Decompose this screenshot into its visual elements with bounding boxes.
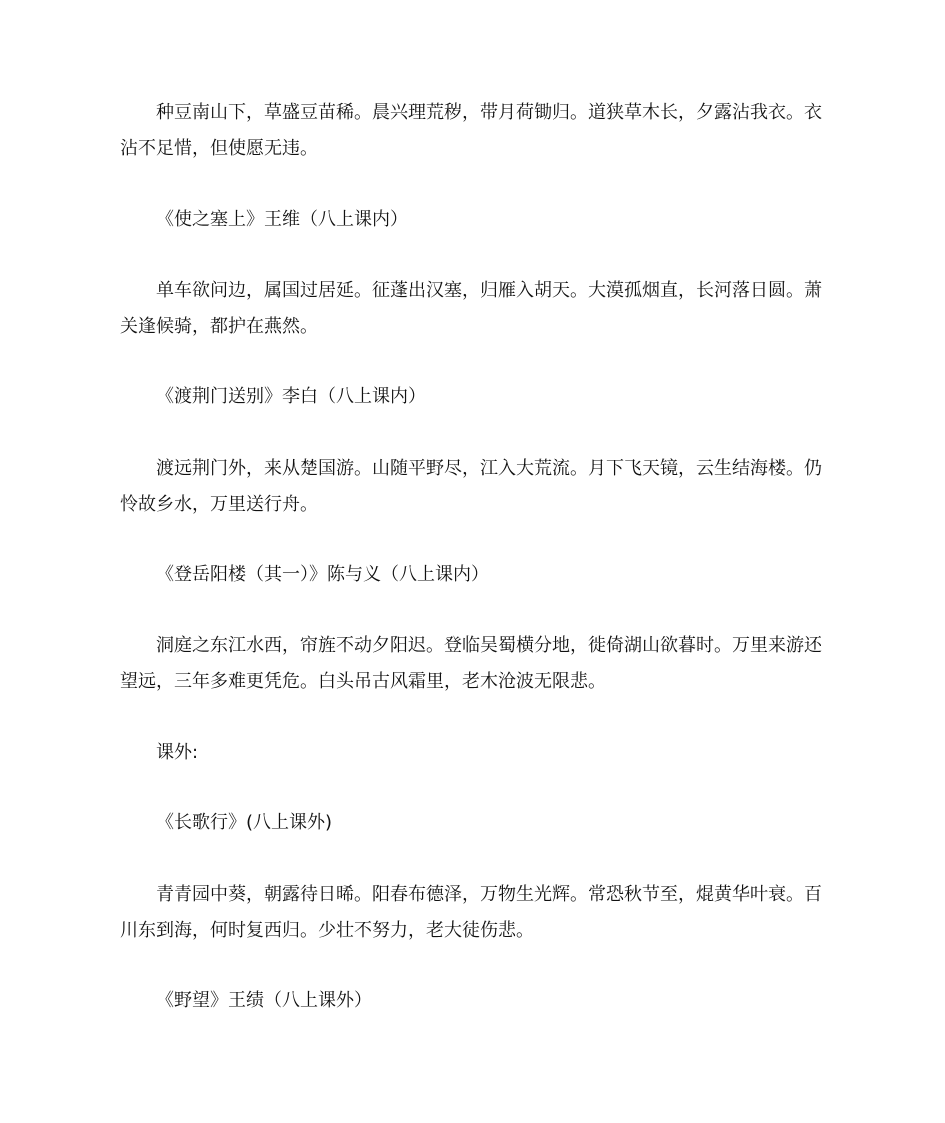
poem-title-shizhisaishang: 《使之塞上》王维（八上课内） [156,209,408,230]
section-heading-kewai: 课外: [156,742,199,763]
poem-title-dengyueyanglou: 《登岳阳楼（其一）》陈与义（八上课内） [156,564,489,585]
poem-text-dujingmen: 渡远荆门外，来从楚国游。山随平野尽，江入大荒流。月下飞天镜，云生结海楼。仍怜故乡水，万里送行舟。 [120,458,822,515]
poem-title-changgexing: 《长歌行》(八上课外) [156,812,333,833]
poem-text-changgexing: 青青园中葵，朝露待日晞。阳春布德泽，万物生光辉。常恐秋节至，焜黄华叶衰。百川东到海，何时复西归。少壮不努力，老大徒伤悲。 [120,884,822,941]
poem-title-yewang: 《野望》王绩（八上课外） [156,990,372,1011]
poem-text-dengyueyanglou: 洞庭之东江水西，帘旌不动夕阳迟。登临吴蜀横分地，徙倚湖山欲暮时。万里来游还望远，三年多难更凭危。白头吊古风霜里，老木沧波无限悲。 [120,635,822,692]
poem-title-dujingmen: 《渡荆门送别》李白（八上课内） [156,386,426,407]
poem-text-shizhisaishang: 单车欲问边，属国过居延。征蓬出汉塞，归雁入胡天。大漠孤烟直，长河落日圆。萧关逢候骑，都护在燕然。 [120,280,822,337]
poem-text-tianyuan: 种豆南山下，草盛豆苗稀。晨兴理荒秽，带月荷锄归。道狭草木长，夕露沾我衣。衣沾不足惜，但使愿无违。 [120,102,822,159]
